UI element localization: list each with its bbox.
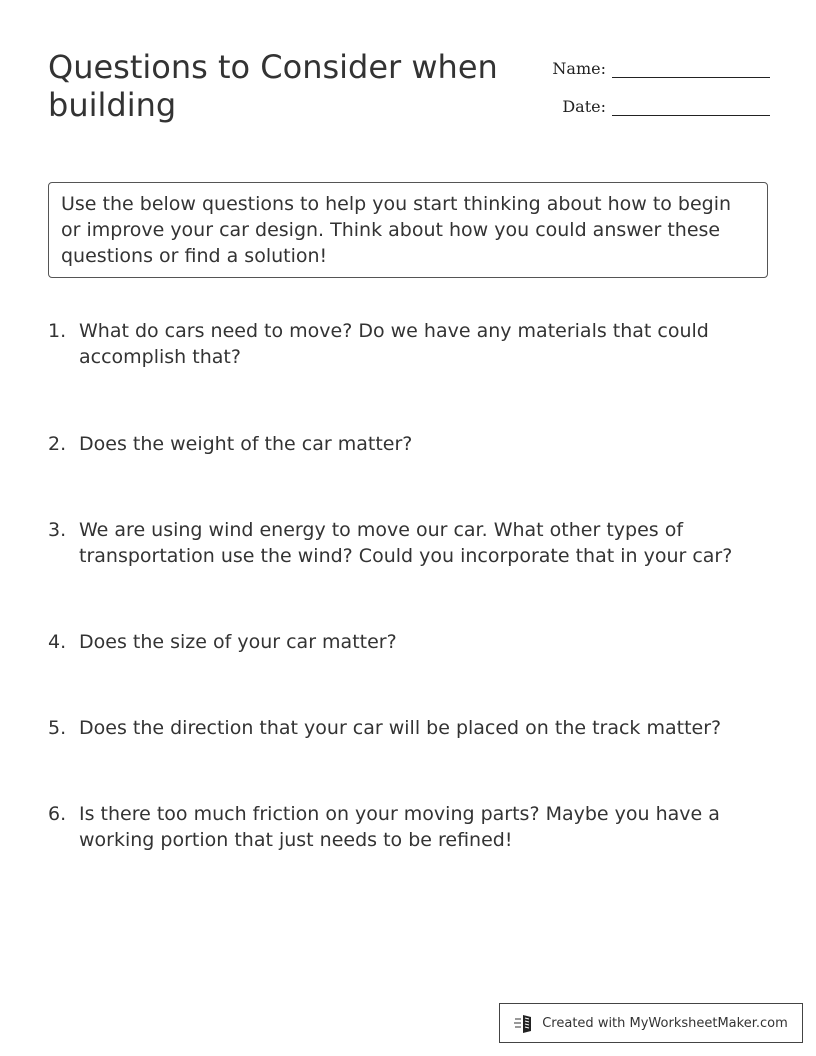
question-text: Is there too much friction on your moving parts? Maybe you have a working portion that just needs to be refined! [79, 803, 720, 851]
question-number: 4. [48, 631, 67, 653]
question-number: 3. [48, 519, 67, 541]
question-item-2 [48, 431, 748, 457]
footer-text: Created with MyWorksheetMaker.com [542, 1015, 788, 1031]
question-text: Does the direction that your car will be placed on the track matter? [79, 717, 722, 739]
question-item-4 [48, 629, 748, 655]
question-text: What do cars need to move? Do we have any materials that could accomplish that? [79, 320, 709, 368]
question-number: 1. [48, 320, 67, 342]
question-item-6 [48, 801, 748, 853]
question-text: We are using wind energy to move our car. What other types of transportation use the wind? Could you incorporate that in your car? [79, 519, 733, 567]
date-field[interactable] [612, 95, 770, 116]
date-label: Date: [562, 97, 606, 116]
name-row [540, 52, 770, 78]
name-date-block [540, 52, 770, 128]
date-row [540, 90, 770, 116]
question-number: 5. [48, 717, 67, 739]
instructions-box: Use the below questions to help you start thinking about how to begin or improve your car design. Think about how you could answer these questions or find a solution! [48, 182, 768, 278]
question-number: 6. [48, 803, 67, 825]
question-item-1 [48, 318, 748, 370]
name-field[interactable] [612, 57, 770, 78]
footer-credit[interactable] [499, 1003, 803, 1043]
question-number: 2. [48, 433, 67, 455]
question-text: Does the size of your car matter? [79, 631, 397, 653]
question-text: Does the weight of the car matter? [79, 433, 413, 455]
question-item-3 [48, 517, 748, 569]
question-item-5 [48, 715, 748, 741]
worksheet-maker-logo-icon [514, 1012, 536, 1034]
page-title: Questions to Consider when building [48, 48, 498, 124]
name-label: Name: [552, 59, 606, 78]
